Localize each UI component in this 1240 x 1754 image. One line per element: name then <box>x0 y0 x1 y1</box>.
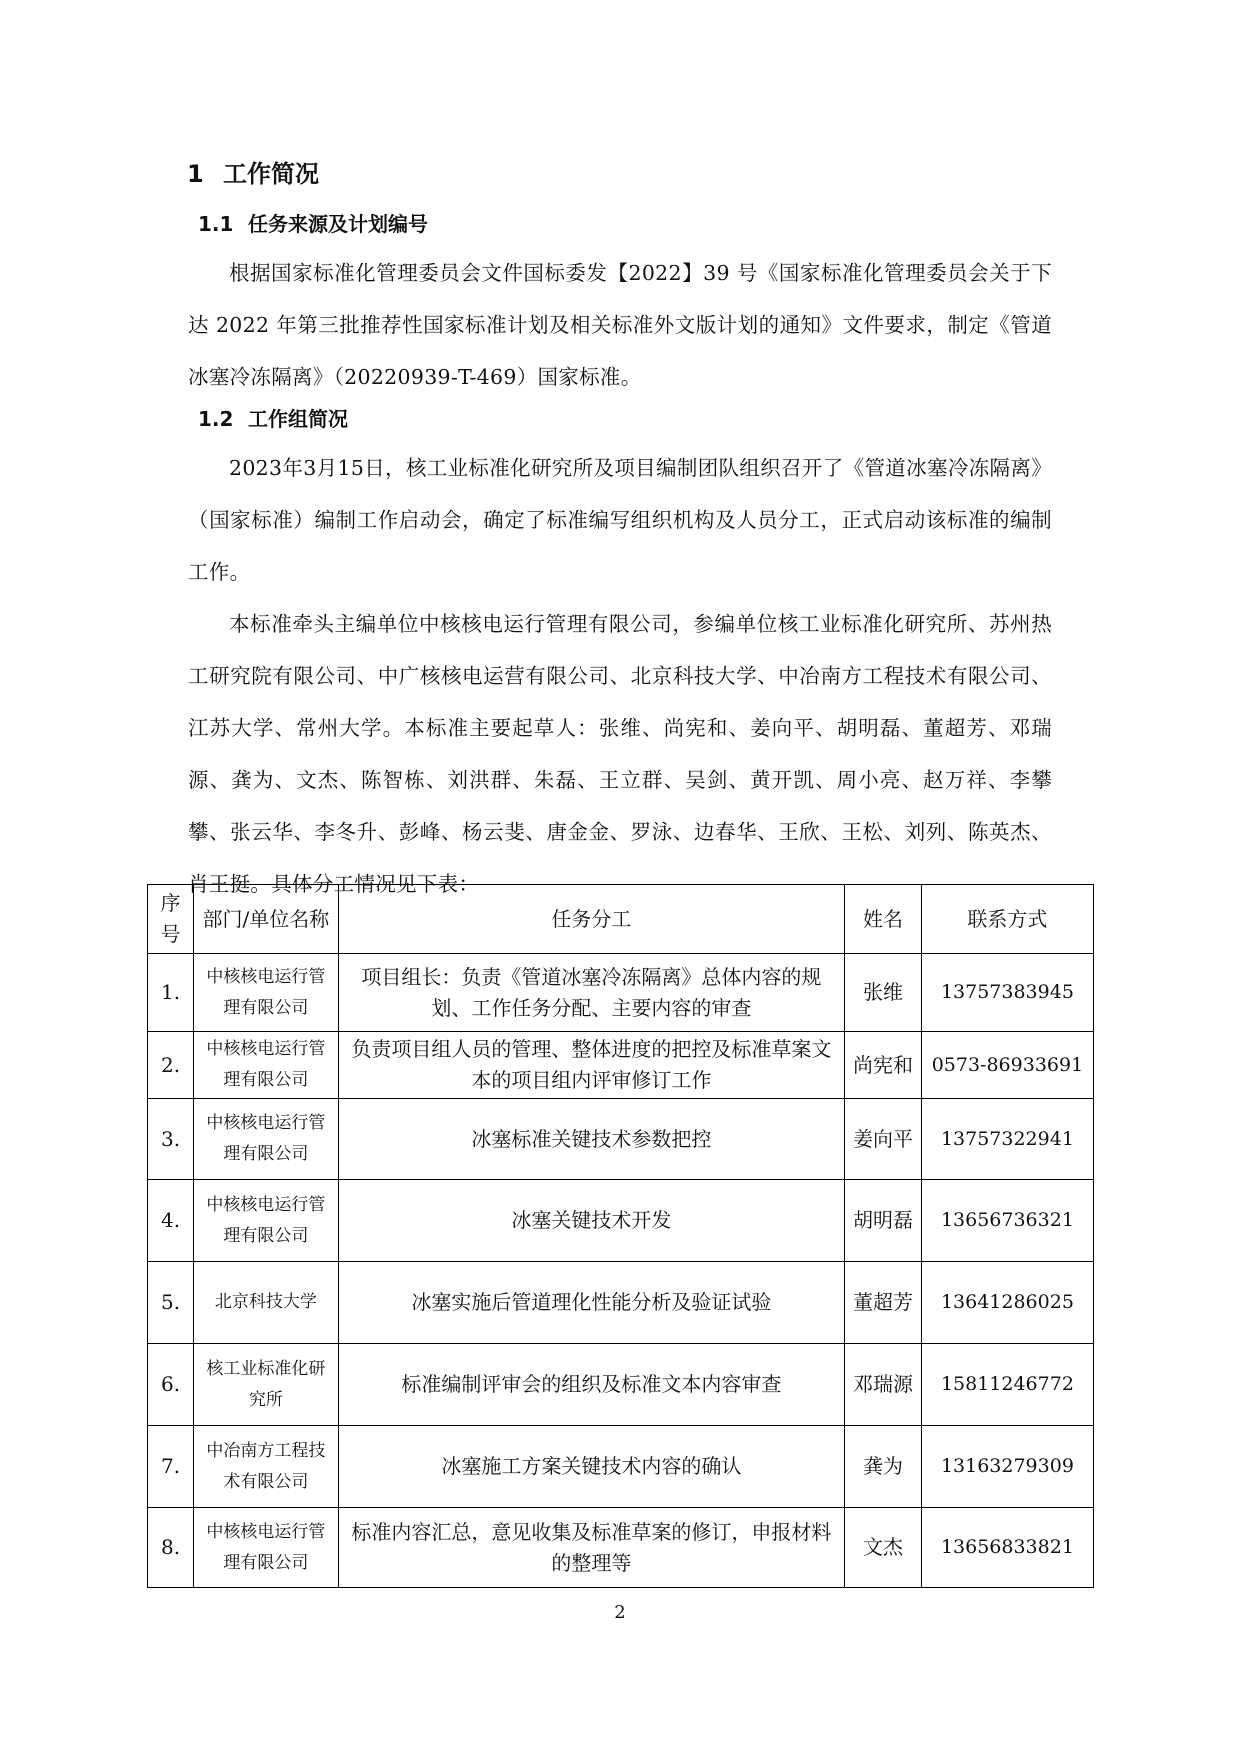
header-index: 序号 <box>148 885 194 954</box>
row-task: 项目组长：负责《管道冰塞冷冻隔离》总体内容的规划、工作任务分配、主要内容的审查 <box>338 954 844 1032</box>
row-unit: 中核核电运行管理有限公司 <box>194 1180 339 1262</box>
table-row <box>148 1262 1094 1344</box>
table-row <box>148 1099 1094 1180</box>
table-header-row <box>148 885 1094 954</box>
row-contact: 13656833821 <box>921 1508 1093 1588</box>
row-task: 负责项目组人员的管理、整体进度的把控及标准草案文本的项目组内评审修订工作 <box>338 1032 844 1099</box>
row-task: 标准内容汇总，意见收集及标准草案的修订，申报材料的整理等 <box>338 1508 844 1588</box>
row-task: 标准编制评审会的组织及标准文本内容审查 <box>338 1344 844 1426</box>
row-unit: 北京科技大学 <box>194 1262 339 1344</box>
task-source-paragraph: 根据国家标准化管理委员会文件国标委发【2022】39 号《国家标准化管理委员会关于下达 2022 年第三批推荐性国家标准计划及相关标准外文版计划的通知》文件要求，制定《管道冰塞冷冻隔离》（20220939-T-469）国家标准。 <box>188 261 1052 389</box>
section-title: 工作简况 <box>223 160 319 188</box>
row-task: 冰塞关键技术开发 <box>338 1180 844 1262</box>
row-index: 6. <box>148 1344 194 1426</box>
row-index: 7. <box>148 1426 194 1508</box>
table-row <box>148 954 1094 1032</box>
row-contact: 15811246772 <box>921 1344 1093 1426</box>
table-row <box>148 1344 1094 1426</box>
section-title: 工作组简况 <box>248 407 348 431</box>
header-unit: 部门/单位名称 <box>194 885 339 954</box>
row-contact: 13656736321 <box>921 1180 1093 1262</box>
row-index: 8. <box>148 1508 194 1588</box>
row-index: 5. <box>148 1262 194 1344</box>
row-index: 3. <box>148 1099 194 1180</box>
row-task: 冰塞施工方案关键技术内容的确认 <box>338 1426 844 1508</box>
section-1-2-heading <box>198 403 348 435</box>
page-number: 2 <box>614 1602 626 1623</box>
row-name: 文杰 <box>845 1508 922 1588</box>
row-unit: 中核核电运行管理有限公司 <box>194 1508 339 1588</box>
table-row <box>148 1508 1094 1588</box>
row-unit: 中核核电运行管理有限公司 <box>194 1032 339 1099</box>
row-name: 张维 <box>845 954 922 1032</box>
row-unit: 中核核电运行管理有限公司 <box>194 1099 339 1180</box>
header-name: 姓名 <box>845 885 922 954</box>
section-number: 1 <box>187 160 204 188</box>
section-1-heading <box>187 156 319 192</box>
section-number: 1.1 <box>198 212 234 236</box>
section-1-1-heading <box>198 208 428 240</box>
row-contact: 13163279309 <box>921 1426 1093 1508</box>
row-unit: 中冶南方工程技术有限公司 <box>194 1426 339 1508</box>
row-contact: 0573-86933691 <box>921 1032 1093 1099</box>
table-row <box>148 1426 1094 1508</box>
row-name: 尚宪和 <box>845 1032 922 1099</box>
row-name: 姜向平 <box>845 1099 922 1180</box>
row-name: 邓瑞源 <box>845 1344 922 1426</box>
row-name: 龚为 <box>845 1426 922 1508</box>
row-contact: 13757322941 <box>921 1099 1093 1180</box>
row-index: 2. <box>148 1032 194 1099</box>
row-name: 董超芳 <box>845 1262 922 1344</box>
section-title: 任务来源及计划编号 <box>248 212 428 236</box>
row-unit: 核工业标准化研究所 <box>194 1344 339 1426</box>
row-index: 4. <box>148 1180 194 1262</box>
row-name: 胡明磊 <box>845 1180 922 1262</box>
row-task: 冰塞标准关键技术参数把控 <box>338 1099 844 1180</box>
table-row <box>148 1180 1094 1262</box>
participants-paragraph: 本标准牵头主编单位中核核电运行管理有限公司，参编单位核工业标准化研究所、苏州热工研究院有限公司、中广核核电运营有限公司、北京科技大学、中冶南方工程技术有限公司、江苏大学、常州大学。本标准主要起草人：张维、尚宪和、姜向平、胡明磊、董超芳、邓瑞源、龚为、文杰、陈智栋、刘洪群、朱磊、王立群、吴剑、黄开凯、周小亮、赵万祥、李攀攀、张云华、李冬升、彭峰、杨云斐、唐金金、罗泳、边春华、王欣、王松、刘列、陈英杰、肖王挺。具体分工情况见下表： <box>188 612 1052 896</box>
row-task: 冰塞实施后管道理化性能分析及验证试验 <box>338 1262 844 1344</box>
section-number: 1.2 <box>198 407 234 431</box>
row-contact: 13757383945 <box>921 954 1093 1032</box>
kickoff-paragraph: 2023年3月15日，核工业标准化研究所及项目编制团队组织召开了《管道冰塞冷冻隔离》（国家标准）编制工作启动会，确定了标准编写组织机构及人员分工，正式启动该标准的编制工作。 <box>188 456 1052 584</box>
header-task: 任务分工 <box>338 885 844 954</box>
table-row <box>148 1032 1094 1099</box>
header-contact: 联系方式 <box>921 885 1093 954</box>
task-division-table <box>147 884 1094 1588</box>
row-index: 1. <box>148 954 194 1032</box>
row-unit: 中核核电运行管理有限公司 <box>194 954 339 1032</box>
row-contact: 13641286025 <box>921 1262 1093 1344</box>
